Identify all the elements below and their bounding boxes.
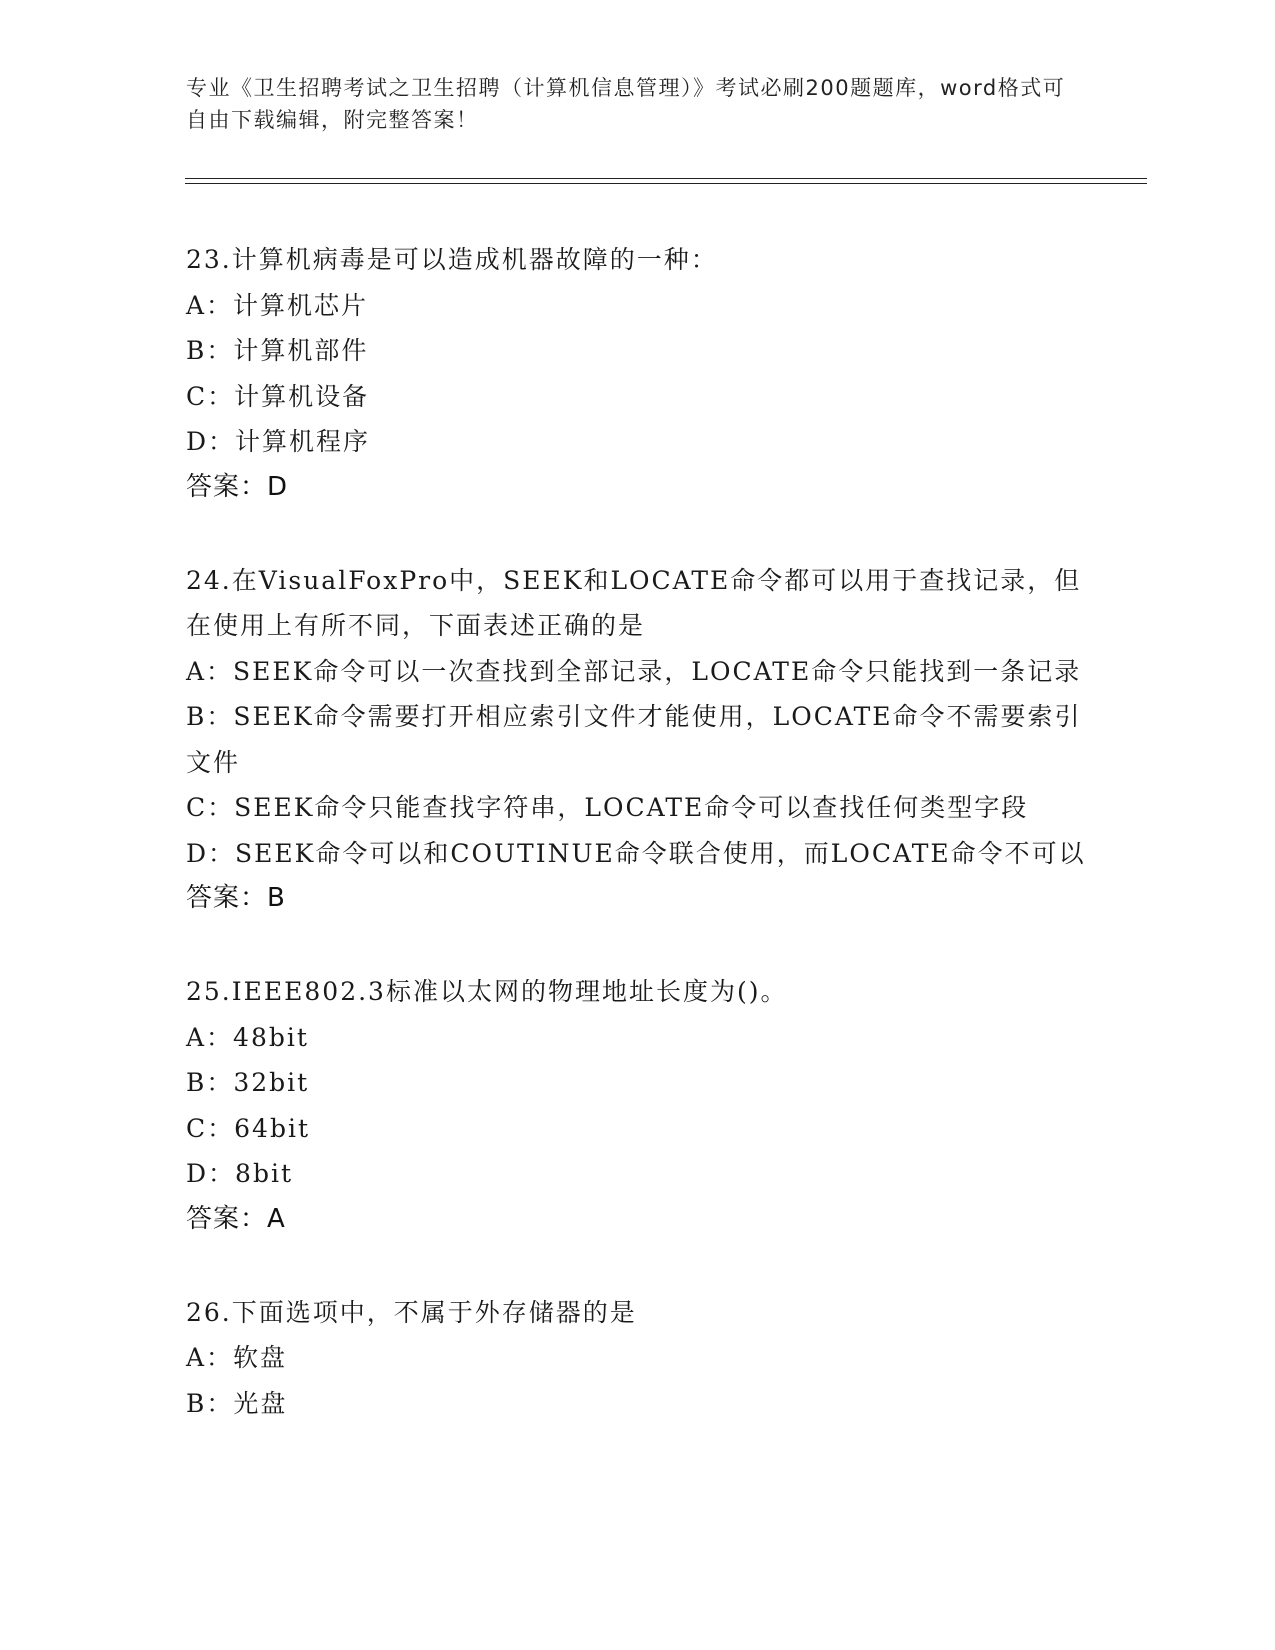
option-a: A：48bit: [186, 1022, 309, 1052]
option-d: D：SEEK命令可以和COUTINUE命令联合使用，而LOCATE命令不可以: [186, 838, 1086, 868]
question-24: [186, 558, 1086, 922]
option-b: B：SEEK命令需要打开相应索引文件才能使用，LOCATE命令不需要索引文件: [186, 702, 1082, 777]
option-a: A：软盘: [186, 1343, 288, 1372]
header-divider-bottom: [185, 183, 1147, 184]
option-c: C：计算机设备: [186, 381, 370, 411]
question-stem: 25.IEEE802.3标准以太网的物理地址长度为()。: [186, 977, 788, 1006]
question-stem: 23.计算机病毒是可以造成机器故障的一种：: [186, 245, 718, 274]
option-b: B：计算机部件: [186, 336, 369, 365]
answer: 答案：B: [186, 883, 286, 913]
option-c: C：SEEK命令只能查找字符串，LOCATE命令可以查找任何类型字段: [186, 793, 1029, 822]
answer: 答案：D: [186, 471, 289, 502]
document-header: 专业《卫生招聘考试之卫生招聘（计算机信息管理）》考试必刷200题题库，word格式可自由下载编辑，附完整答案！: [186, 76, 1066, 132]
option-d: D：计算机程序: [186, 427, 371, 456]
option-b: B：32bit: [186, 1068, 310, 1097]
answer: 答案：A: [186, 1203, 286, 1234]
option-a: A：计算机芯片: [186, 290, 369, 320]
question-stem: 26.下面选项中，不属于外存储器的是: [186, 1297, 637, 1327]
question-list: [186, 237, 1086, 1474]
option-d: D：8bit: [186, 1159, 293, 1188]
header-divider-top: [185, 178, 1147, 179]
option-a: A：SEEK命令可以一次查找到全部记录，LOCATE命令只能找到一条记录: [186, 656, 1082, 686]
option-c: C：64bit: [186, 1113, 310, 1143]
option-b: B：光盘: [186, 1388, 288, 1418]
question-26: [186, 1290, 1086, 1427]
question-25: [186, 969, 1086, 1242]
question-23: [186, 237, 1086, 510]
question-stem: 24.在VisualFoxPro中，SEEK和LOCATE命令都可以用于查找记录，但在使用上有所不同，下面表述正确的是: [186, 565, 1082, 640]
